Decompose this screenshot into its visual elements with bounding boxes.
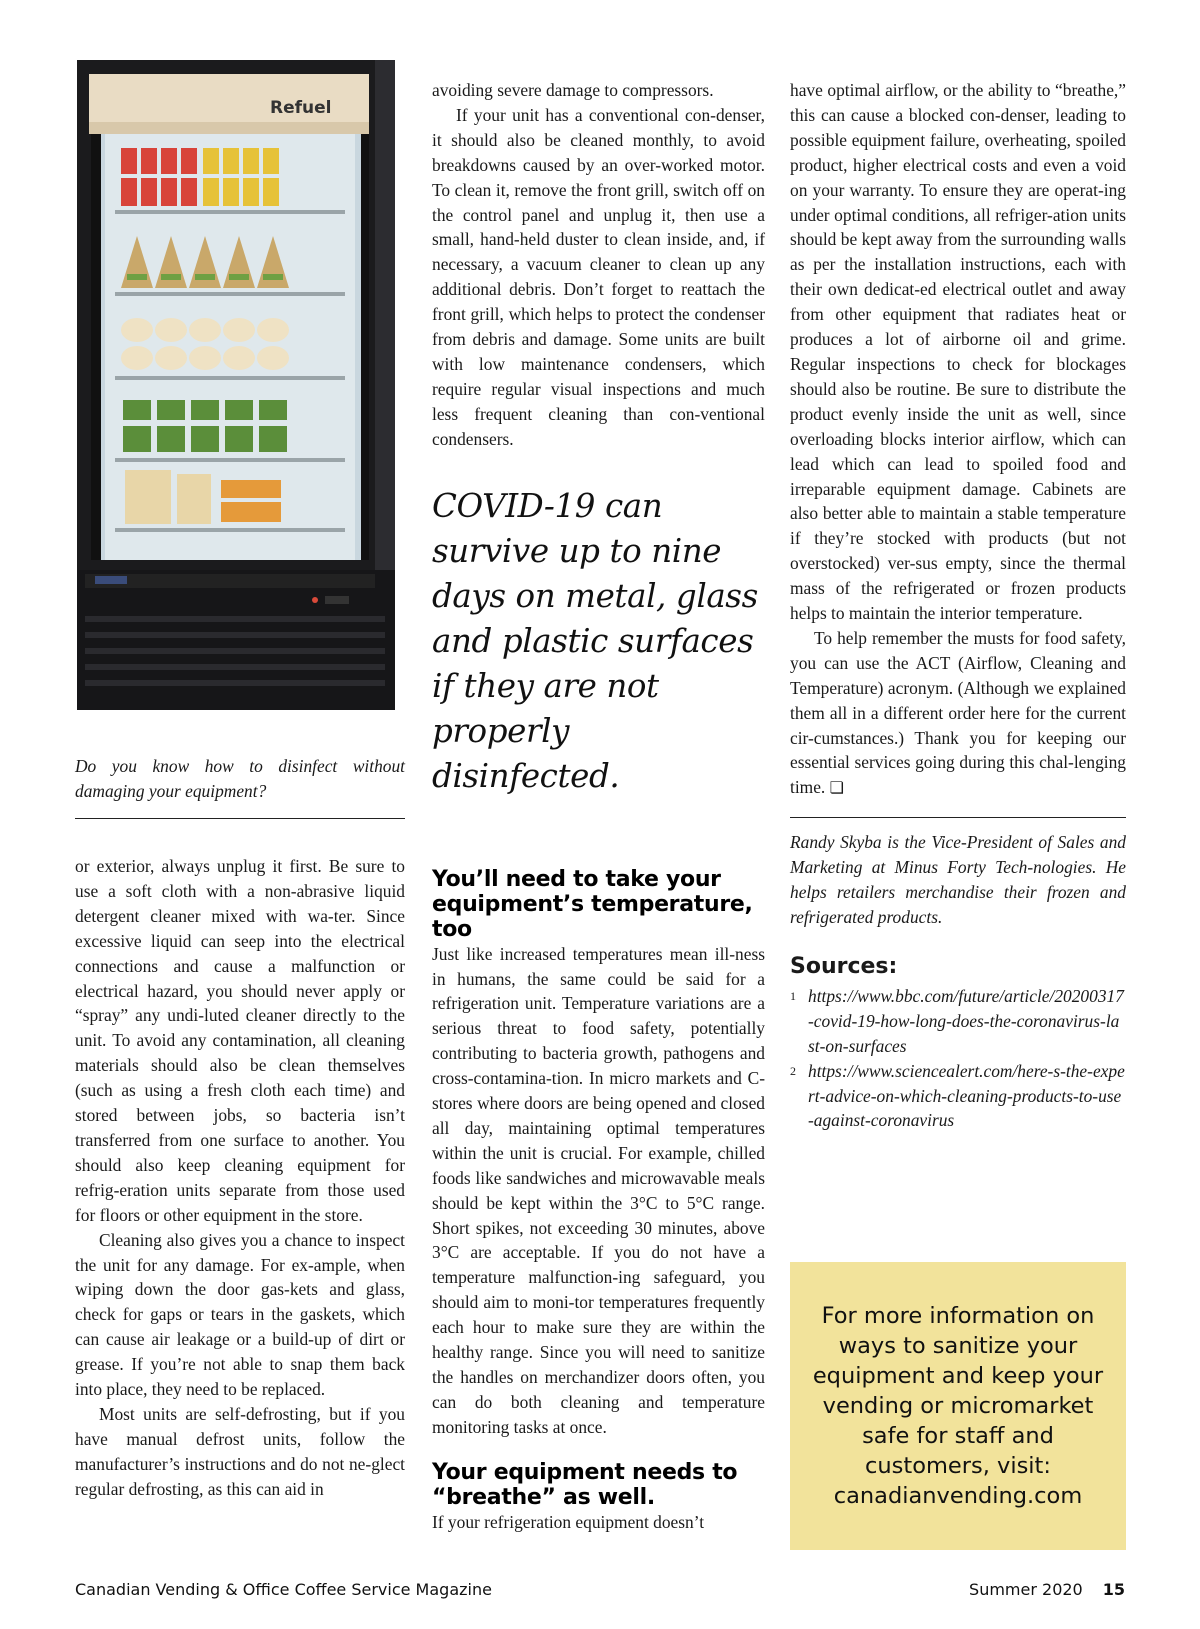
refrigerator-photo — [75, 60, 405, 710]
body-paragraph: Cleaning also gives you a chance to inspect the unit for any damage. For ex-ample, when wiping down the door gas-kets and glass, check for gaps or tears in the gaskets, which can cause air leakage or a build-up of dirt or grease. If you’re not able to snap them back into place, they need to be replaced. — [75, 1229, 405, 1400]
source-link[interactable]: https://www.bbc.com/future/article/20200317-covid-19-how-long-does-the-coronavirus-last-on-surfaces — [808, 985, 1124, 1056]
footer-issue-date: Summer 2020 — [969, 1580, 1083, 1599]
end-mark-icon: ❏ — [829, 778, 844, 798]
info-box — [790, 1262, 1126, 1550]
source-item — [790, 1059, 1126, 1134]
source-link[interactable]: https://www.sciencealert.com/here-s-the-expert-advice-on-which-cleaning-products-to-use-against-coronavirus — [808, 1060, 1125, 1131]
section-heading-breathe: Your equipment needs to “breathe” as well. — [432, 1459, 738, 1510]
body-paragraph: If your refrigeration equipment doesn’t — [432, 1511, 705, 1532]
body-paragraph: or exterior, always unplug it first. Be sure to use a soft cloth with a non-abrasive liquid detergent cleaner mixed with wa-ter. Since excessive liquid can seep into the electrical connections and cause a malfunction or electrical hazard, you should never apply or “spray” any undi-luted cleaner directly to the unit. To avoid any contamination, all cleaning materials should also be clean themselves (such as using a fresh cloth each time) and stored between jobs, so bacteria isn’t transferred from one surface to another. You should also keep cleaning equipment for refrig-eration units separate from those used for floors or other equipment in the store. — [75, 856, 405, 1225]
left-column — [75, 854, 405, 1502]
info-box-text: For more information on ways to sanitize your equipment and keep your vending or micromarket safe for staff and customers, visit: canadianvending.com — [812, 1303, 1104, 1509]
pull-quote: COVID-19 can survive up to nine days on metal, glass and plastic surfaces if they are not properly disinfected. — [432, 486, 758, 795]
source-number: 1 — [790, 988, 796, 1003]
body-paragraph — [790, 626, 1126, 801]
footer-issue — [969, 1580, 1125, 1599]
source-number: 2 — [790, 1063, 796, 1078]
section-heading-temperature: You’ll need to take your equipment’s temperature, too — [432, 866, 753, 942]
middle-column — [432, 78, 765, 1535]
caption-divider — [75, 818, 405, 819]
right-column — [790, 78, 1126, 1133]
brand-label: Refuel — [270, 98, 332, 118]
sources-heading: Sources: — [790, 953, 898, 979]
body-paragraph: avoiding severe damage to compressors. — [432, 80, 714, 100]
source-item — [790, 984, 1126, 1059]
closing-paragraph-text: To help remember the musts for food safety, you can use the ACT (Airflow, Cleaning and Temperature) acronym. (Although we explained them all in a different order here for the current cir-cumstances.) Thank you for keeping our essential services going during this chal-lenging time. — [790, 627, 1126, 798]
footer-publication: Canadian Vending & Office Coffee Service Magazine — [75, 1580, 492, 1599]
refrigerator-illustration — [75, 60, 405, 710]
body-paragraph: Most units are self-defrosting, but if you have manual defrost units, follow the manufacturer’s instructions and do not ne-glect regular defrosting, as this can aid in — [75, 1403, 405, 1499]
photo-caption: Do you know how to disinfect without damaging your equipment? — [75, 756, 405, 801]
author-bio: Randy Skyba is the Vice-President of Sales and Marketing at Minus Forty Tech-nologies. He helps retailers merchandise their frozen and refrigerated products. — [790, 832, 1126, 927]
page-number: 15 — [1102, 1580, 1125, 1599]
body-paragraph: Just like increased temperatures mean ill-ness in humans, the same could be said for a refrigeration unit. Temperature variations are a serious threat to food safety, potentially contributing to bacteria growth, pathogens and cross-contamina-tion. In micro markets and C-stores where doors are being opened and closed all day, maintaining optimal temperatures within the unit is crucial. For example, chilled foods like sandwiches and microwavable meals should be kept within the 3°C to 5°C range. Short spikes, not exceeding 30 minutes, above 3°C are acceptable. If you do not have a temperature malfunction-ing safeguard, you should aim to moni-tor temperatures frequently each hour to make sure they are within the healthy range. Since you will need to sanitize the handles on merchandizer doors often, you can do both cleaning and temperature monitoring tasks at once. — [432, 943, 765, 1437]
body-paragraph: have optimal airflow, or the ability to “breathe,” this can cause a blocked con-denser, leading to possible equipment failure, overheating, spoiled product, higher electrical costs and even a void on your warranty. To ensure they are operat-ing under optimal conditions, all refriger-ation units should be kept away from the surrounding walls as per the installation instructions, each with their own dedicat-ed electrical outlet and away from other equipment that radiates heat or produces a lot of airborne oil and grime. Regular inspections to check for blockages should also be routine. Be sure to distribute the product evenly inside the unit as well, since overloading blocks interior airflow, which can lead which can lead to spoiled food and irreparable equipment damage. Cabinets are also better able to maintain a stable temperature if they’re stocked with products (but not overstocked) ver-sus empty, since the thermal mass of the refrigerated or frozen products helps to maintain the interior temperature. — [790, 80, 1126, 624]
bio-divider — [790, 817, 1126, 818]
body-paragraph: If your unit has a conventional con-denser, it should also be cleaned monthly, to avoid breakdowns caused by an over-worked motor. To clean it, remove the front grill, switch off on the control panel and unplug it, then use a small, hand-held duster to clean inside, and, if necessary, a vacuum cleaner to clean up any additional debris. Don’t forget to reattach the front grill, which helps to protect the condenser from debris and damage. Some units are built with low maintenance condensers, which require regular visual inspections and much less frequent cleaning than con-ventional condensers. — [432, 104, 765, 449]
